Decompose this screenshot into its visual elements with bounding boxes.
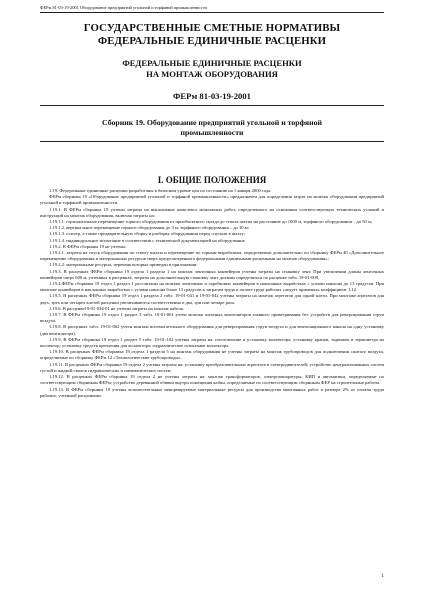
- subtitle-line-2: НА МОНТАЖ ОБОРУДОВАНИЯ: [146, 69, 278, 79]
- paragraph: 1.19.1.3. осмотр, а также предварительную сборку и разборку оборудования перед спуском в шахту;: [49, 231, 246, 237]
- title-line-2: ФЕДЕРАЛЬНЫЕ ЕДИНИЧНЫЕ РАСЦЕНКИ: [97, 35, 327, 47]
- paragraph: 1.19.10. В расценках ФЕРм сборника 19 отдела 1 раздела 5 на монтаж оборудования не учтены затраты на монтаж трубопроводов для подключения сжатого воздуха, определяемые по сборнику ФЕРм 12 «Технологические трубопроводы».: [40, 349, 384, 361]
- paragraph: 1.19.11. В расценках ФЕРм сборника 19 отдела 2 учтены затраты на: установку преобразовательных агрегатов и электродвигателей; устройство централизованных систем густой и жидкой смазок гидравлических и пневматических систем.: [40, 361, 384, 373]
- paragraph: 1.19.2.1. затраты на спуск оборудования по стволу шахты и перемещение по горным выработкам, определяемые дополнительно по сборнику ФЕРм 40 «Дополнительное перемещение оборудования и материальных ресурсов сверх предусмотренного федеральными единичными расценками на монтаж оборудования»;: [40, 250, 384, 262]
- paragraph: 1.19.6. В расценке19-01-034-01 не учтены затраты на монтаж кабеля.: [49, 305, 184, 311]
- paragraph: 1.19.3. В расценках ФЕРм сборника 19 отдела 1 раздела 1 на монтаж ленточных конвейеров учтены затраты на стыковку лент. При увеличении длины ленточных конвейеров сверх 600 м, учтенных в расценках, затраты на дополнительную стыковку лент должны определяться по расценке табл. 19-01-009.: [40, 268, 384, 280]
- collection-divider: [40, 141, 384, 142]
- body-text: [40, 188, 384, 399]
- page-number: 1: [381, 574, 384, 579]
- paragraph: 1.19.13. В ФЕРм сборника 19 учтены вспомогательные ненормируемые материальные ресурсы для производства монтажных работ в размере 2% от оплаты труда рабочих, учтенной расценками.: [40, 386, 384, 398]
- section-title: I. ОБЩИЕ ПОЛОЖЕНИЯ: [157, 175, 267, 185]
- title-line-1: ГОСУДАРСТВЕННЫЕ СМЕТНЫЕ НОРМАТИВЫ: [83, 22, 341, 34]
- paragraph: 1.19.8. В расценках табл. 19-01-062 учтен монтаж вспомогательного оборудования для реверсирования струи воздуха и для вентиляционного канала на одну установку (два вентилятора).: [40, 324, 384, 336]
- paragraph: 1.19.1.4. индивидуальное испытание в соответствии с технической документацией на оборудование.: [49, 237, 246, 243]
- code-divider: [40, 105, 384, 106]
- paragraph: 1.19.1.1. горизонтальное перемещение горного оборудования от приобъектного склада до ствола шахты на расстояние до 1000 м, торфяного оборудования – до 50 м;: [49, 219, 373, 225]
- paragraph: 1.19.1.2. вертикальное перемещение горного оборудования до 3 м, торфяного оборудования – до 10 м;: [49, 225, 249, 231]
- title-block: [40, 22, 384, 142]
- paragraph: 1.19.2.2. материальные ресурсы, перечень которых приведен в приложении.: [49, 262, 198, 268]
- collection-title-line-1: Сборник 19. Оборудование предприятий угольной и торфяной: [101, 118, 323, 127]
- paragraph: 1.19. Федеральные единичные расценки разработаны в базисном уровне цен по состоянию на 1 января 2000 года.: [49, 188, 272, 193]
- collection-title-line-2: промышленности: [180, 128, 244, 137]
- paragraph: 1.19.12. В расценках ФЕРм сборника 19 отдела 2 не учтены затраты на: монтаж трансформаторов, электроаппаратуры, КИП и автоматики, определяемые по соответствующим сборникам ФЕРм; устройство деревянной обивки внутри помещения кабин, определяемые по соответствующим сборникам ФЕР на строительные работы.: [40, 374, 384, 386]
- paragraph: 1.19.9. В ФЕРм сборника 19 отдел 1 раздел 5 табл. 19-01-102 учтены затраты на: изготовление и установку коллектора; установку кранов, задвижек и термометра на коллектор; установку средств крепления для коллектора; гидравлическое испытание коллектора.: [40, 336, 384, 349]
- paragraph: 1.19.1. В ФЕРм сборника 19 учтены затраты на выполнение комплекса монтажных работ, определенного на основании соответствующих технических условий и инструкций на монтаж оборудования, включая затраты на:: [40, 206, 384, 218]
- running-header: ФЕРм 81-03-19-2001 Оборудование предприятий угольной и торфяной промышленности: [40, 5, 384, 13]
- paragraph: ФЕРм сборника 19 «Оборудование предприятий угольной и торфяной промышленности» предназначен для определения затрат на монтаж оборудования предприятий угольной и торфяной промышленности.: [40, 194, 384, 206]
- subtitle-line-1: ФЕДЕРАЛЬНЫЕ ЕДИНИЧНЫЕ РАСЦЕНКИ: [122, 58, 302, 68]
- paragraph: 1.19.2. В ФЕРм сборника 19 не учтены:: [49, 243, 127, 249]
- paragraph: 1.19.5. В расценках ФЕРм сборника 19 отдел 1 раздела 2 табл. 19-01-041 и 19-01-042 учтены затраты на монтаж агрегатов для одной клети. При монтаже агрегатов для двух, трех или четырех клетей расценки увеличиваются соответственно в два, три или четыре раза.: [40, 293, 384, 305]
- document-code: ФЕРм 81-03-19-2001: [173, 91, 251, 101]
- paragraph: 1.19.4.ФЕРм сборника 19 отдел 1 раздел 1 рассчитаны на монтаж ленточных и скребковых конвейеров в наклонных выработках с углами наклона до 13 градусов. При монтаже конвейеров в наклонных выработках с углами наклона более 13 градусов к затратам труда и оплате труда рабочих следует применять коэффициент 1,12.: [40, 281, 384, 293]
- paragraph: 1.19.7. В ФЕРм сборника 19 отдел 1 раздел 3 табл. 19-01-061 учтен монтаж шахтных вентиляторов главного проветривания без устройств для реверсирования струи воздуха.: [40, 312, 384, 324]
